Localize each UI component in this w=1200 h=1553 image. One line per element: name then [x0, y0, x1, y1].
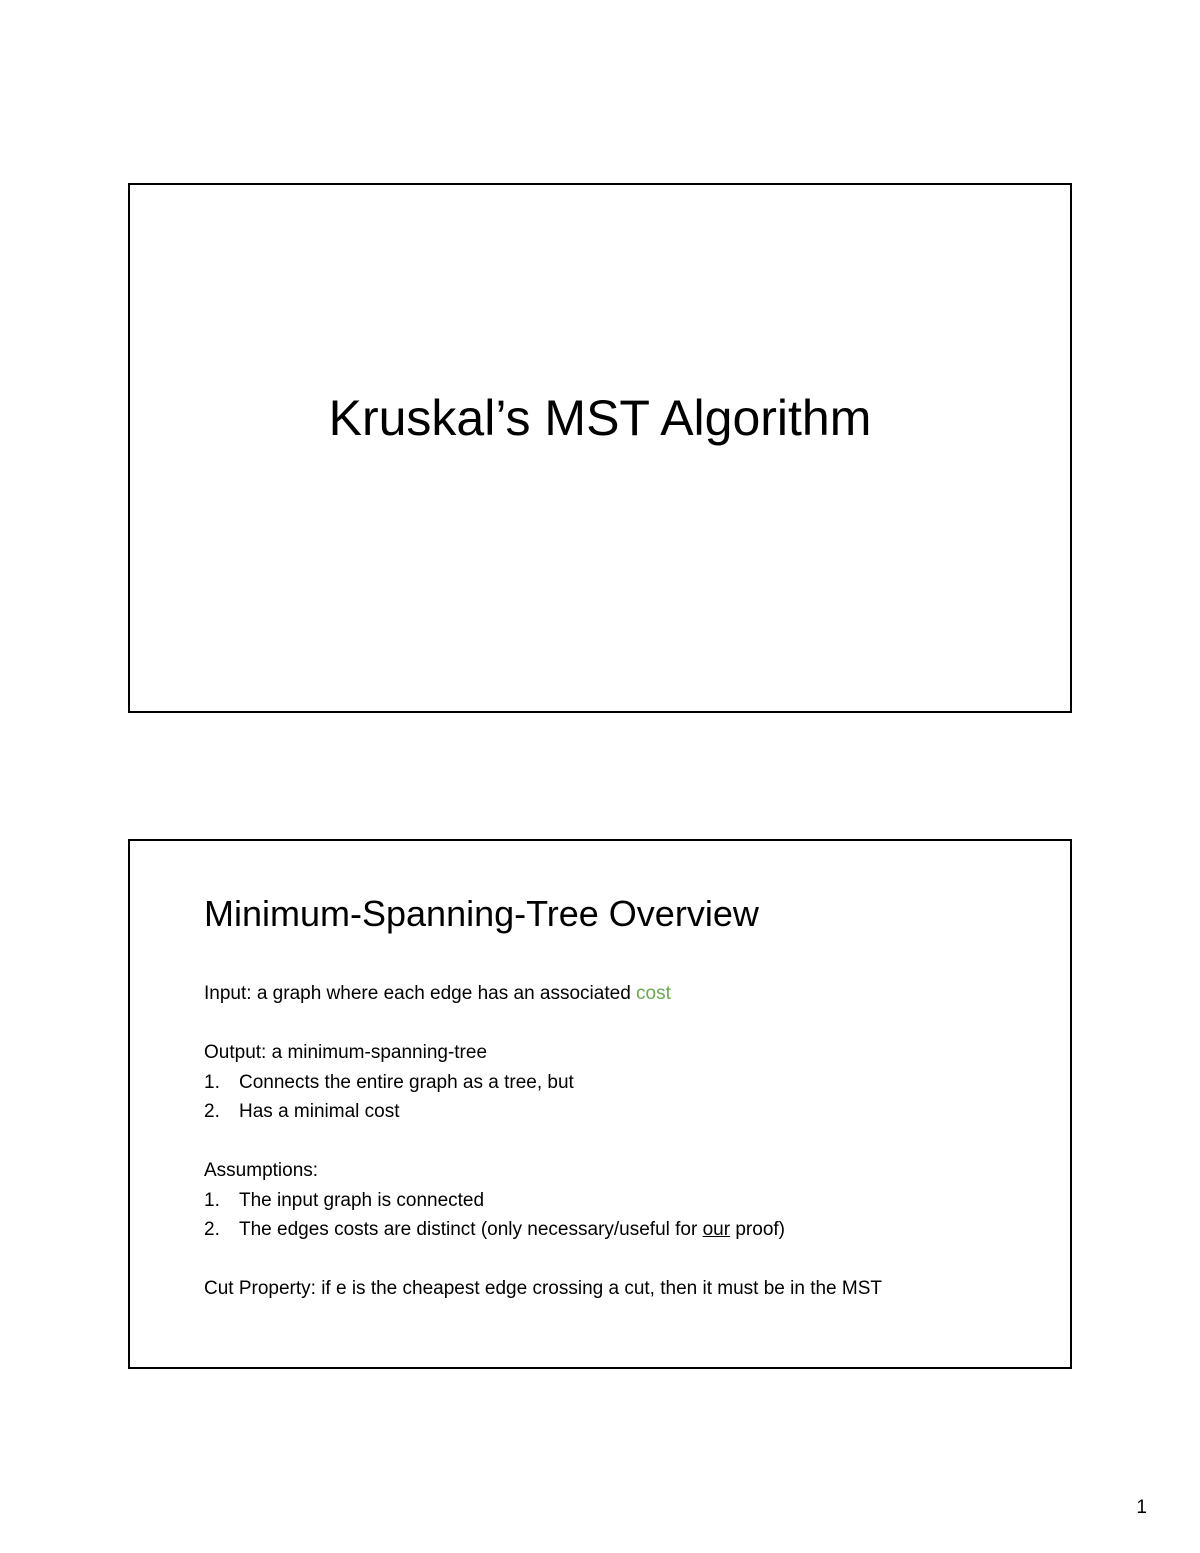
cut-property-line: Cut Property: if e is the cheapest edge crossing a cut, then it must be in the MST [204, 1278, 883, 1299]
list-text: Connects the entire graph as a tree, but [239, 1071, 574, 1093]
input-text: : a graph where each edge has an associated [246, 983, 637, 1004]
list-item [204, 1186, 882, 1216]
list-item [204, 1215, 882, 1245]
slide-title-text: Kruskal’s MST Algorithm [328, 390, 872, 446]
output-list [204, 1068, 882, 1127]
input-label: Input [204, 983, 247, 1004]
slide-overview [128, 839, 1072, 1369]
list-text: Has a minimal cost [239, 1101, 400, 1122]
assumptions-list [204, 1186, 882, 1245]
underlined-word: our [702, 1219, 731, 1240]
list-item [204, 1097, 882, 1127]
list-number: 1. [204, 1071, 220, 1093]
spacer [204, 1009, 882, 1039]
list-text: The input graph is connected [239, 1189, 485, 1211]
page-number: 1 [1136, 1497, 1147, 1518]
list-number: 1. [204, 1189, 220, 1211]
output-line: Output: a minimum-spanning-tree [204, 1042, 488, 1063]
list-number: 2. [204, 1219, 220, 1240]
input-line [204, 979, 882, 1009]
spacer [204, 1127, 882, 1157]
spacer [204, 1245, 882, 1275]
list-item [204, 1068, 882, 1098]
assumptions-label: Assumptions: [204, 1160, 319, 1181]
slide-heading: Minimum-Spanning-Tree Overview [204, 893, 759, 934]
slide-body [204, 979, 882, 1304]
list-number: 2. [204, 1101, 220, 1122]
slide-title [128, 183, 1072, 713]
input-accent-word: cost [636, 983, 671, 1004]
list-text-post: proof) [730, 1219, 785, 1240]
list-text-pre: The edges costs are distinct (only necessary/useful for [239, 1219, 703, 1240]
